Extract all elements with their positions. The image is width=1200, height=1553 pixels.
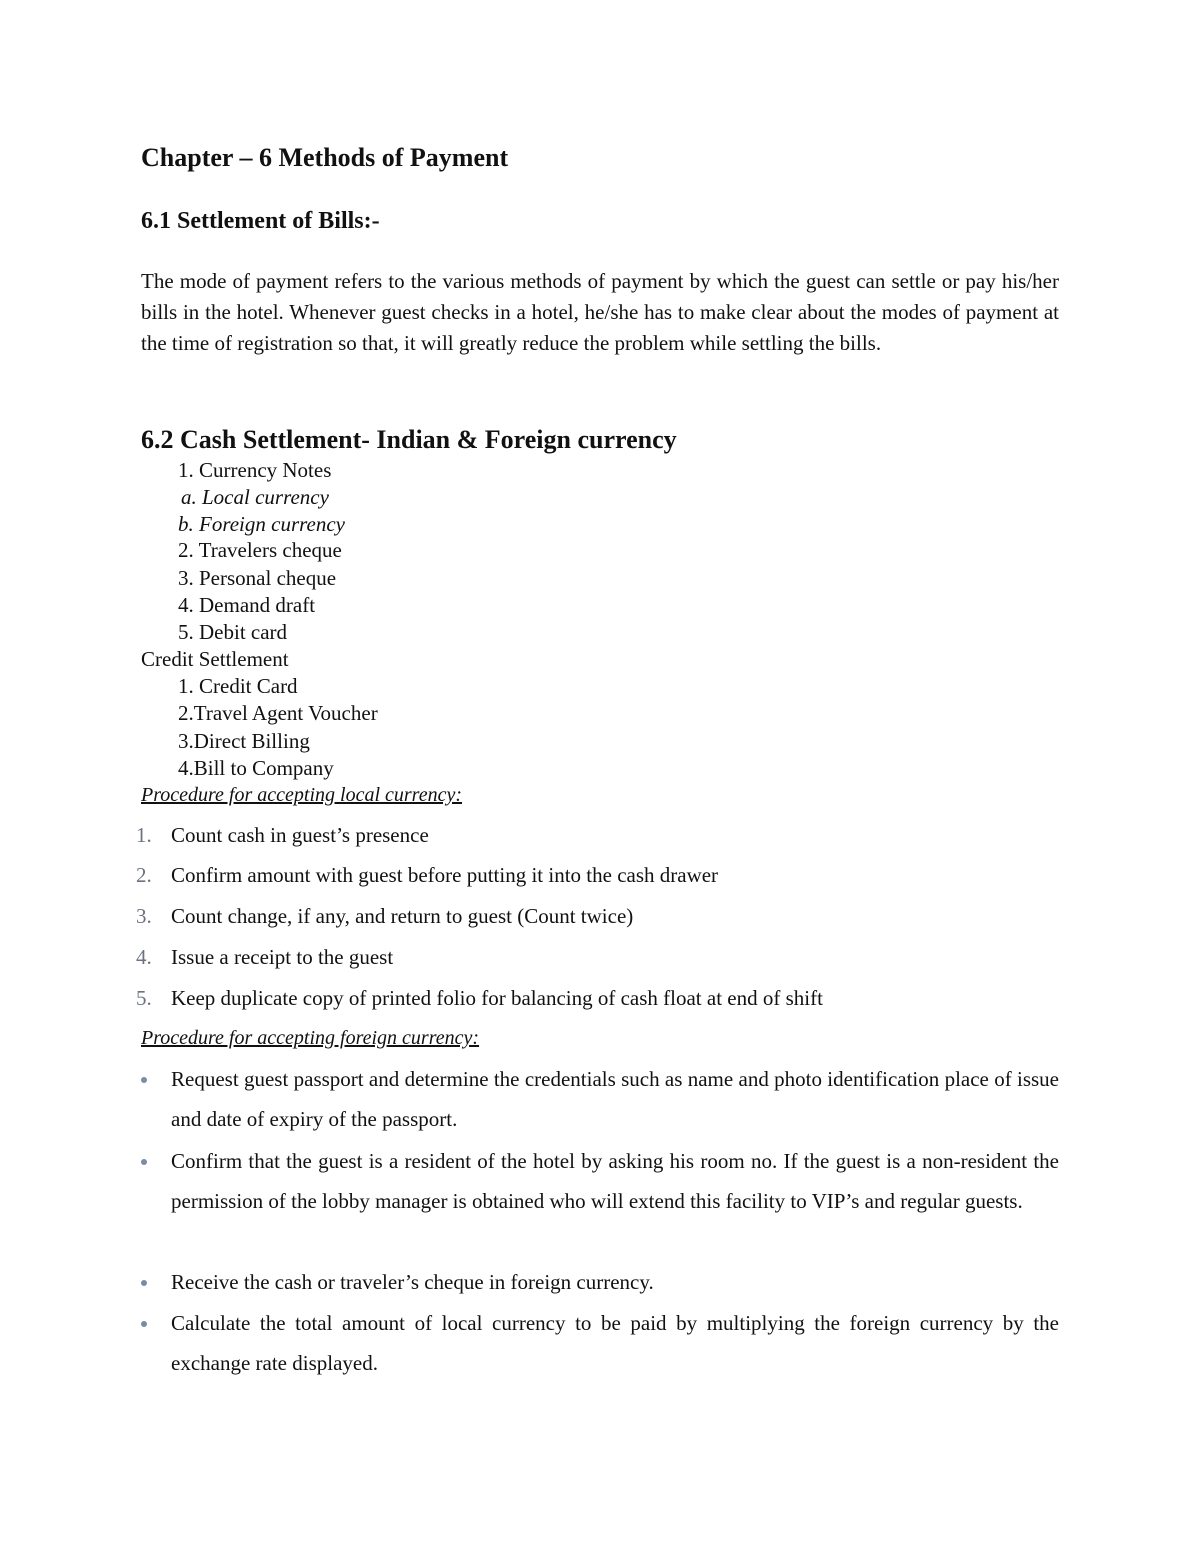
foreign-bullet-text: Calculate the total amount of local currency to be paid by multiplying the foreign currency by the exchange rate displayed. xyxy=(171,1311,1059,1375)
chapter-title: Chapter – 6 Methods of Payment xyxy=(141,143,509,172)
credit-item: 3.Direct Billing xyxy=(178,729,310,753)
cash-subitem: b. Foreign currency xyxy=(178,512,345,536)
local-step-text: Count cash in guest’s presence xyxy=(171,823,429,847)
foreign-bullet-text: Receive the cash or traveler’s cheque in foreign currency. xyxy=(171,1270,654,1294)
cash-item: 1. Currency Notes xyxy=(178,458,332,482)
section-6-1-heading: 6.1 Settlement of Bills:- xyxy=(141,208,380,234)
cash-item: 2. Travelers cheque xyxy=(178,538,342,562)
local-procedure-heading: Procedure for accepting local currency: xyxy=(141,784,462,806)
foreign-bullet-text: Request guest passport and determine the credentials such as name and photo identification place of issue and date of expiry of the passport. xyxy=(171,1067,1059,1131)
step-number: 1. xyxy=(136,823,152,847)
cash-item: 3. Personal cheque xyxy=(178,566,337,590)
credit-settlement-heading: Credit Settlement xyxy=(141,647,289,671)
local-step-text: Confirm amount with guest before putting it into the cash drawer xyxy=(171,863,719,887)
foreign-bullet-text: Confirm that the guest is a resident of the hotel by asking his room no. If the guest is a non-resident the permission of the lobby manager is obtained who will extend this facility to VIP’s and regular guests. xyxy=(171,1149,1059,1213)
step-number: 3. xyxy=(136,904,152,928)
cash-subitem: a. Local currency xyxy=(181,485,329,509)
bullet-icon xyxy=(141,1159,147,1165)
bullet-icon xyxy=(141,1321,147,1327)
step-number: 4. xyxy=(136,945,152,969)
credit-item: 4.Bill to Company xyxy=(178,756,334,780)
credit-item: 1. Credit Card xyxy=(178,674,298,698)
bullet-icon xyxy=(141,1280,147,1286)
cash-item: 5. Debit card xyxy=(178,620,288,644)
foreign-procedure-heading: Procedure for accepting foreign currency: xyxy=(141,1027,480,1049)
cash-item: 4. Demand draft xyxy=(178,593,316,617)
local-step-text: Keep duplicate copy of printed folio for balancing of cash float at end of shift xyxy=(171,986,823,1010)
section-6-2-heading: 6.2 Cash Settlement- Indian & Foreign currency xyxy=(141,425,677,454)
local-step-text: Issue a receipt to the guest xyxy=(171,945,394,969)
step-number: 2. xyxy=(136,863,152,887)
step-number: 5. xyxy=(136,986,152,1010)
bullet-icon xyxy=(141,1077,147,1083)
credit-item: 2.Travel Agent Voucher xyxy=(178,701,378,725)
section-6-1-paragraph: The mode of payment refers to the various methods of payment by which the guest can settle or pay his/her bills in the hotel. Whenever guest checks in a hotel, he/she has to make clear about the modes of payment at the time of registration so that, it will greatly reduce the problem while settling the bills. xyxy=(141,269,1059,355)
local-step-text: Count change, if any, and return to guest (Count twice) xyxy=(171,904,634,928)
